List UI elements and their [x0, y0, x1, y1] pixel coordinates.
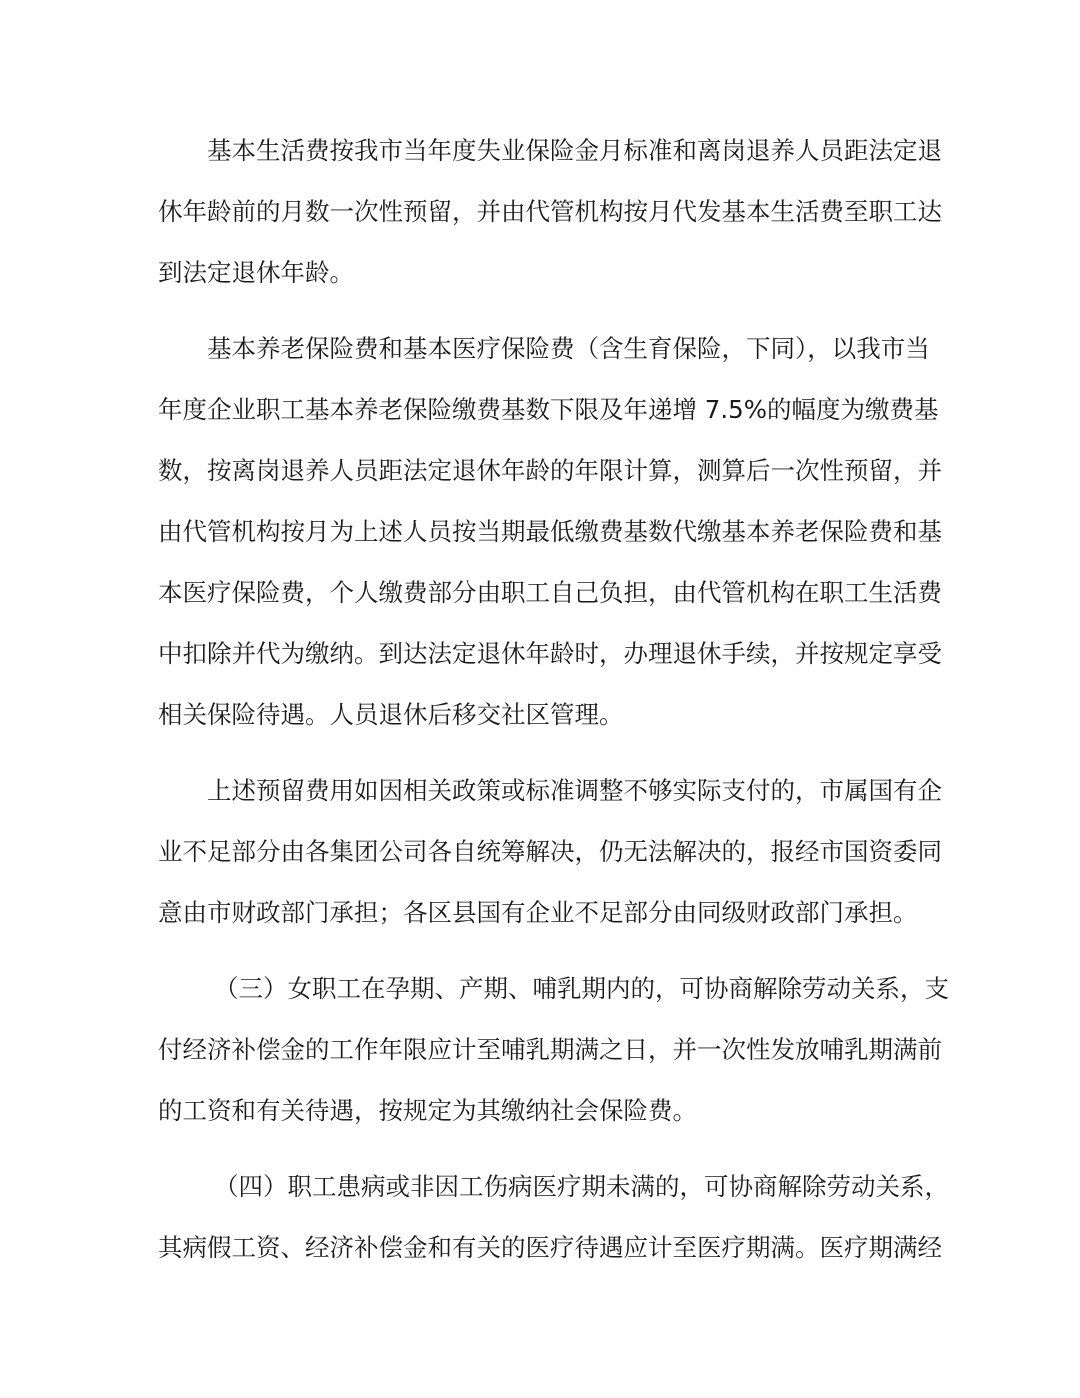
text-line: 其病假工资、经济补偿金和有关的医疗待遇应计至医疗期满。医疗期满经 — [158, 1233, 942, 1262]
text-line: 付经济补偿金的工作年限应计至哺乳期满之日，并一次性发放哺乳期满前 — [158, 1035, 942, 1064]
text-line: 年度企业职工基本养老保险缴费基数下限及年递增 7.5%的幅度为缴费基 — [158, 395, 939, 424]
paragraph-insurance-fees — [158, 318, 942, 745]
text-line: 到法定退休年龄。 — [158, 258, 354, 287]
text-line: 业不足部分由各集团公司各自统筹解决，仍无法解决的，报经市国资委同 — [158, 837, 942, 866]
text-line: 基本生活费按我市当年度失业保险金月标准和离岗退养人员距法定退 — [207, 136, 942, 165]
text-line: 数，按离岗退养人员距法定退休年龄的年限计算，测算后一次性预留，并 — [158, 456, 942, 485]
text-line: 基本养老保险费和基本医疗保险费（含生育保险，下同），以我市当 — [207, 334, 930, 363]
text-line: 上述预留费用如因相关政策或标准调整不够实际支付的，市属国有企 — [207, 776, 942, 805]
text-line: （三）女职工在孕期、产期、哺乳期内的，可协商解除劳动关系，支 — [214, 974, 949, 1003]
text-line: 的工资和有关待遇，按规定为其缴纳社会保险费。 — [158, 1096, 697, 1125]
text-line: 本医疗保险费，个人缴费部分由职工自己负担，由代管机构在职工生活费 — [158, 578, 942, 607]
paragraph-living-allowance — [158, 120, 942, 303]
text-line: 意由市财政部门承担；各区县国有企业不足部分由同级财政部门承担。 — [158, 898, 918, 927]
paragraph-item-four — [158, 1156, 949, 1278]
paragraph-shortfall-funding — [158, 760, 942, 943]
text-line: 相关保险待遇。人员退休后移交社区管理。 — [158, 700, 624, 729]
text-line: （四）职工患病或非因工伤病医疗期未满的，可协商解除劳动关系， — [214, 1172, 949, 1201]
text-line: 中扣除并代为缴纳。到达法定退休年龄时，办理退休手续，并按规定享受 — [158, 639, 942, 668]
text-line: 休年龄前的月数一次性预留，并由代管机构按月代发基本生活费至职工达 — [158, 197, 942, 226]
paragraph-item-three — [158, 958, 949, 1141]
text-line: 由代管机构按月为上述人员按当期最低缴费基数代缴基本养老保险费和基 — [158, 517, 942, 546]
